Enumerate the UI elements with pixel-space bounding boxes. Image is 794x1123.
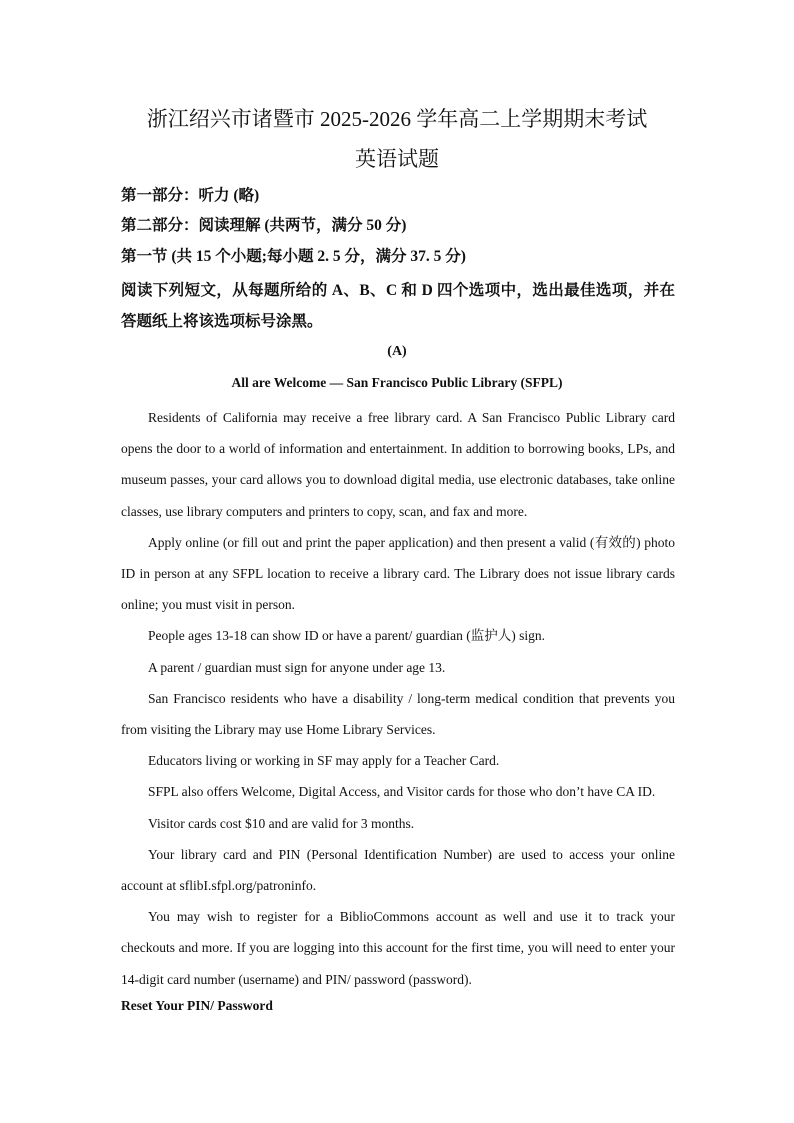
paragraph: Your library card and PIN (Personal Identification Number) are used to access your online account at sflibI.sfpl.org/patroninfo.	[121, 846, 675, 894]
paragraph: Educators living or working in SF may apply for a Teacher Card.	[148, 753, 500, 769]
paragraph: You may wish to register for a BiblioCommons account as well and use it to track your checkouts and more. If you are logging into this account for the first time, you will need to enter your 14-digit card number (username) and PIN/ password (password).	[121, 909, 675, 987]
paragraph: People ages 13-18 can show ID or have a parent/ guardian (监护人) sign.	[148, 628, 546, 644]
part1-heading: 第一部分：听力 (略)	[121, 187, 260, 204]
instructions: 阅读下列短文，从每题所给的 A、B、C 和 D 四个选项中，选出最佳选项，并在答题纸上将该选项标号涂黑。	[121, 282, 675, 330]
paragraph: Apply online (or fill out and print the paper application) and then present a valid (有效的) photo ID in person at any SFPL location to receive a library card. The Library does not issue library cards online; you must visit in person.	[121, 534, 675, 613]
paragraph: SFPL also offers Welcome, Digital Access, and Visitor cards for those who don’t have CA ID.	[148, 784, 656, 800]
passage-body	[121, 402, 675, 995]
reset-pin-heading: Reset Your PIN/ Password	[121, 998, 273, 1013]
paragraph: A parent / guardian must sign for anyone under age 13.	[148, 659, 446, 675]
exam-title: 浙江绍兴市诸暨市 2025-2026 学年高二上学期期末考试	[146, 107, 648, 131]
passage-title: All are Welcome — San Francisco Public Library (SFPL)	[231, 375, 563, 390]
exam-subtitle: 英语试题	[355, 147, 439, 171]
paragraph: San Francisco residents who have a disability / long-term medical condition that prevents you from visiting the Library may use Home Library Services.	[121, 690, 675, 738]
paragraph: Visitor cards cost $10 and are valid for 3 months.	[148, 815, 415, 831]
paragraph: Residents of California may receive a free library card. A San Francisco Public Library card opens the door to a world of information and entertainment. In addition to borrowing books, LPs, and museum passes, your card allows you to download digital media, use electronic databases, take online classes, use library computers and printers to copy, scan, and fax and more.	[121, 410, 675, 519]
passage-label: (A)	[387, 344, 407, 359]
part2-heading: 第二部分：阅读理解 (共两节，满分 50 分)	[121, 217, 407, 234]
section1-heading: 第一节 (共 15 个小题;每小题 2. 5 分，满分 37. 5 分)	[121, 248, 466, 265]
